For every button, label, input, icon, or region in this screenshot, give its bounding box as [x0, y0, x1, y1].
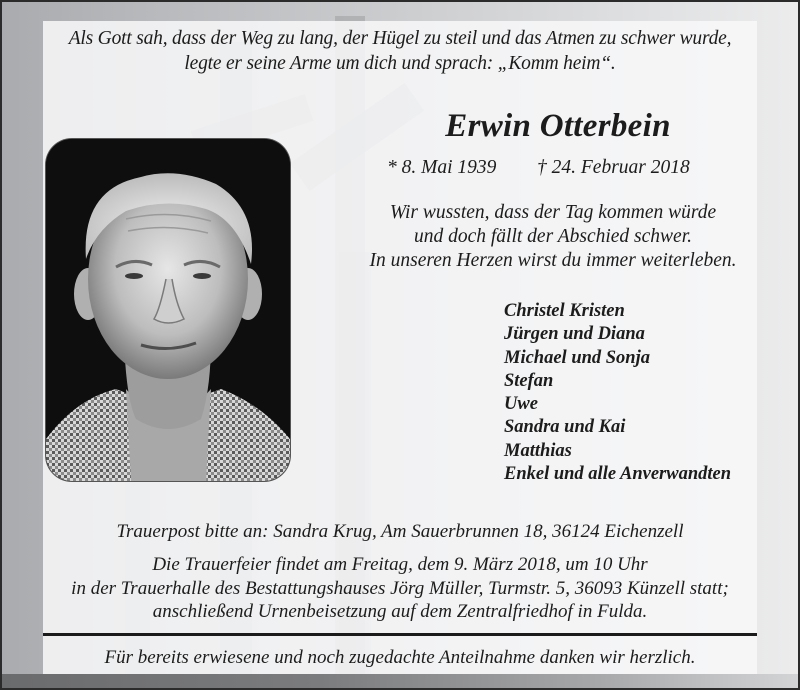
- birth-date: * 8. Mai 1939: [387, 157, 497, 178]
- opening-quote-line-1: Als Gott sah, dass der Weg zu lang, der Hügel zu steil und das Atmen zu schwer wurde,: [68, 28, 732, 49]
- verse-line-2: und doch fällt der Abschied schwer.: [413, 226, 693, 247]
- mourner-item: Michael und Sonja: [504, 347, 650, 368]
- mourner-item: Matthias: [504, 440, 572, 461]
- funeral-service-info: [43, 553, 757, 624]
- frame-bottom-strip: [2, 674, 798, 688]
- verse-line-3: In unseren Herzen wirst du immer weiterleben.: [369, 250, 737, 271]
- thanks-note: Für bereits erwiesene und noch zugedachte Anteilnahme danken wir herzlich.: [104, 647, 696, 668]
- death-date: † 24. Februar 2018: [537, 157, 690, 178]
- service-line-3: anschließend Urnenbeisetzung auf dem Zentralfriedhof in Fulda.: [152, 601, 648, 622]
- mourner-item: Uwe: [504, 394, 538, 415]
- mourner-item: Enkel und alle Anverwandten: [504, 464, 732, 485]
- mourner-item: Jürgen und Diana: [504, 324, 645, 345]
- section-divider: [43, 633, 757, 636]
- notice-background: [2, 2, 798, 688]
- deceased-name: Erwin Otterbein: [445, 108, 671, 144]
- opening-quote: [43, 26, 757, 76]
- verse-line-1: Wir wussten, dass der Tag kommen würde: [389, 202, 717, 223]
- opening-quote-line-2: legte er seine Arme um dich und sprach: „Komm heim“.: [184, 53, 616, 74]
- mourner-item: Christel Kristen: [504, 301, 625, 321]
- mourner-item: Stefan: [504, 370, 554, 391]
- mourner-item: Sandra und Kai: [504, 417, 626, 438]
- portrait-photo: [46, 139, 290, 481]
- condolence-mail-address: Trauerpost bitte an: Sandra Krug, Am Sauerbrunnen 18, 36124 Eichenzell: [116, 521, 684, 542]
- memorial-verse: [343, 201, 763, 273]
- service-line-1: Die Trauerfeier findet am Freitag, dem 9. März 2018, um 10 Uhr: [152, 554, 648, 575]
- portrait-image: [46, 139, 290, 481]
- mourners-list: [504, 300, 731, 486]
- service-line-2: in der Trauerhalle des Bestattungshauses Jörg Müller, Turmstr. 5, 36093 Künzell statt;: [71, 577, 729, 599]
